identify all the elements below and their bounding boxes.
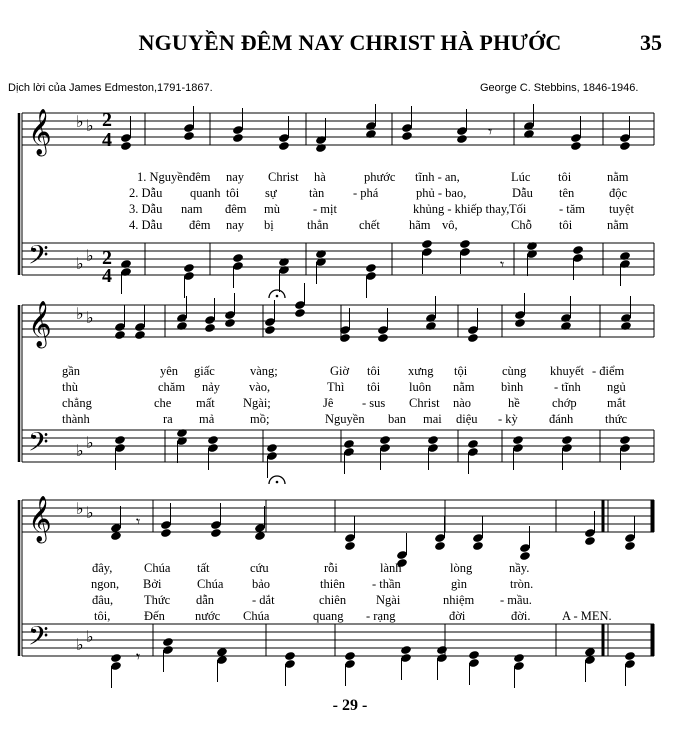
lyric-syllable: 2. Dẫu (129, 186, 163, 200)
lyric-syllable: khuyết (550, 364, 585, 378)
note-head (120, 259, 132, 269)
note-head (377, 333, 389, 343)
note-head (624, 541, 636, 551)
treble-clef-icon: 𝄞 (28, 301, 52, 347)
lyric-syllable: hà (314, 170, 326, 184)
lyric-syllable: tôi (367, 364, 381, 378)
flat-sign-icon: ♭ (86, 627, 94, 646)
lyric-syllable: ngủ (607, 380, 626, 394)
lyric-syllable: tên (559, 186, 575, 200)
note-head (160, 528, 172, 538)
fermata-icon (276, 481, 279, 484)
lyric-syllable: diệu (456, 412, 478, 426)
lyric-syllable: cùng (502, 364, 527, 378)
note-head (232, 253, 244, 263)
flat-sign-icon: ♭ (76, 441, 84, 460)
lyric-syllable: bị (264, 218, 274, 232)
note-head (278, 257, 290, 267)
flat-sign-icon: ♭ (76, 635, 84, 654)
lyric-syllable: lòng (450, 561, 473, 575)
lyric-syllable: chớp (552, 396, 577, 410)
lyric-syllable: độc (609, 186, 628, 200)
note-head (560, 321, 572, 331)
lyric-syllable: ra (163, 412, 173, 426)
eighth-rest-icon: 𝄾 (488, 122, 493, 141)
flat-sign-icon: ♭ (86, 116, 94, 135)
time-signature-treble-top: 2 (102, 109, 112, 131)
note-head (232, 133, 244, 143)
note-head (210, 528, 222, 538)
note-head (620, 321, 632, 331)
lyric-syllable: 4. Dẫu (129, 218, 163, 232)
note-head (343, 439, 355, 449)
note-head (467, 333, 479, 343)
lyric-syllable: quanh (190, 186, 221, 200)
lyric-syllable: nay (226, 170, 245, 184)
bass-clef-icon: 𝄢 (28, 426, 49, 464)
flat-sign-icon: ♭ (76, 304, 84, 323)
lyric-syllable: Thì (327, 380, 345, 394)
translator-credit: Dịch lời của James Edmeston,1791-1867. (8, 82, 213, 94)
lyric-syllable: - điểm (592, 364, 625, 378)
lyric-syllable: cứu (250, 561, 269, 575)
note-head (204, 323, 216, 333)
lyric-syllable: tôi (559, 218, 573, 232)
note-head (379, 435, 391, 445)
lyric-syllable: nước (195, 609, 221, 623)
note-head (176, 428, 188, 438)
lyric-syllable: mai (423, 412, 442, 426)
lyric-syllable: tôi (367, 380, 381, 394)
note-head (401, 131, 413, 141)
lyric-syllable: Thức (144, 593, 171, 607)
lyric-syllable: quang (313, 609, 344, 623)
lyric-syllable: hề (508, 396, 520, 410)
lyric-syllable: - sus (362, 396, 386, 410)
lyric-syllable: chăm (158, 380, 186, 394)
hymn-title: NGUYỀN ĐÊM NAY CHRIST HÀ PHƯỚC (138, 30, 562, 55)
note-head (344, 651, 356, 661)
lyric-syllable: gần (62, 364, 81, 378)
lyric-syllable: nảy (202, 380, 221, 394)
lyric-syllable: tội (454, 364, 468, 378)
lyric-syllable: chiên (319, 593, 347, 607)
note-head (264, 325, 276, 335)
lyric-syllable: - tăm (559, 202, 586, 216)
lyric-syllable: bảo (252, 577, 271, 591)
note-head (434, 541, 446, 551)
lyric-syllable: Ngài; (243, 396, 271, 410)
note-head (183, 131, 195, 141)
lyric-syllable: nầy. (509, 561, 530, 575)
note-head (619, 435, 631, 445)
lyric-syllable: che (154, 396, 172, 410)
composer-credit: George C. Stebbins, 1846-1946. (480, 82, 639, 94)
note-head (284, 651, 296, 661)
lyric-syllable: đêm (189, 218, 211, 232)
lyric-syllable: thù (62, 380, 78, 394)
time-signature-bass-top: 2 (102, 247, 112, 269)
lyric-syllable: Giờ (330, 364, 350, 378)
lyric-syllable: Đến (144, 609, 165, 623)
lyric-syllable: đêm (189, 170, 211, 184)
lyric-syllable: nay (226, 218, 245, 232)
lyric-syllable: chẳng (62, 396, 92, 410)
lyric-syllable: Christ (268, 170, 299, 184)
lyric-syllable: bình (501, 380, 524, 394)
lyric-syllable: Nguyền (325, 412, 365, 426)
flat-sign-icon: ♭ (76, 254, 84, 273)
note-head (266, 443, 278, 453)
note-head (278, 141, 290, 151)
note-head (183, 263, 195, 273)
lyric-syllable: giấc (194, 364, 215, 378)
treble-clef-icon: 𝄞 (28, 496, 52, 542)
lyric-syllable: ngon, (91, 577, 120, 591)
lyric-syllable: tĩnh - an, (415, 170, 460, 184)
lyric-syllable: phủ - bao, (416, 186, 467, 200)
lyric-syllable: - tĩnh (554, 380, 581, 394)
lyric-syllable: tròn. (510, 577, 534, 591)
note-head (176, 321, 188, 331)
lyric-syllable: A - MEN. (562, 609, 612, 623)
note-head (572, 245, 584, 255)
lyric-syllable: đánh (549, 412, 574, 426)
lyric-syllable: - mịt (313, 202, 337, 216)
lyric-syllable: - rạng (366, 609, 396, 623)
lyric-syllable: đời (449, 609, 466, 623)
time-signature-treble-bottom: 4 (102, 129, 112, 151)
lyric-syllable: Dẫu (512, 186, 533, 200)
note-head (514, 318, 526, 328)
lyric-syllable: tuyệt (609, 202, 634, 216)
lyric-syllable: tàn (309, 186, 325, 200)
lyric-syllable: nhiệm (443, 593, 475, 607)
note-head (344, 541, 356, 551)
note-head (120, 141, 132, 151)
lyric-syllable: thức (605, 412, 628, 426)
note-head (110, 653, 122, 663)
note-head (619, 251, 631, 261)
note-head (523, 129, 535, 139)
lyric-syllable: 1. Nguyền (137, 170, 190, 184)
note-head (114, 330, 126, 340)
lyric-syllable: gìn (451, 577, 467, 591)
lyric-syllable: nằm (453, 380, 475, 394)
lyric-syllable: - thần (372, 577, 401, 591)
note-head (526, 241, 538, 251)
lyric-syllable: phước (364, 170, 396, 184)
note-head (624, 651, 636, 661)
bass-clef-icon: 𝄢 (28, 620, 49, 658)
eighth-rest-icon: 𝄾 (136, 512, 141, 531)
lyric-syllable: - phá (353, 186, 379, 200)
lyric-syllable: tôi, (94, 609, 111, 623)
flat-sign-icon: ♭ (86, 308, 94, 327)
lyric-syllable: mồ; (250, 412, 270, 426)
lyric-syllable: hãm (409, 218, 431, 232)
eighth-rest-icon: 𝄾 (500, 255, 505, 274)
note-head (512, 435, 524, 445)
lyric-syllable: - kỳ (498, 412, 518, 426)
lyric-syllable: Chúa (144, 561, 171, 575)
lyric-syllable: Jê (323, 396, 334, 410)
lyric-syllable: tôi (558, 170, 572, 184)
treble-clef-icon: 𝄞 (28, 109, 52, 155)
note-head (570, 141, 582, 151)
lyric-syllable: vào, (249, 380, 271, 394)
lyric-syllable: đêm (225, 202, 247, 216)
note-head (421, 239, 433, 249)
note-head (436, 645, 448, 655)
flat-sign-icon: ♭ (86, 246, 94, 265)
lyric-syllable: khủng - khiếp thay, (413, 202, 510, 216)
lyric-syllable: sự (265, 186, 277, 200)
lyric-syllable: nam (181, 202, 203, 216)
lyric-syllable: tất (197, 561, 210, 575)
note-head (134, 330, 146, 340)
lyric-syllable: rỗi (324, 561, 338, 575)
lyric-syllable: đâu, (92, 593, 114, 607)
lyric-syllable: Chúa (197, 577, 224, 591)
note-head (294, 308, 306, 318)
note-head (584, 536, 596, 546)
flat-sign-icon: ♭ (76, 499, 84, 518)
note-head (224, 318, 236, 328)
lyric-syllable: - mầu. (500, 593, 532, 607)
lyric-syllable: Christ (409, 396, 440, 410)
lyric-syllable: - dắt (252, 593, 275, 607)
lyric-syllable: mả (199, 412, 215, 426)
note-head (513, 653, 525, 663)
lyric-syllable: Chúa (243, 609, 270, 623)
lyric-syllable: thành (62, 412, 90, 426)
lyric-syllable: xưng (408, 364, 434, 378)
page-number: - 29 - (332, 697, 368, 714)
time-signature-bass-bottom: 4 (102, 265, 112, 287)
hymn-number: 35 (640, 30, 662, 55)
lyric-syllable: nào (453, 396, 472, 410)
flat-sign-icon: ♭ (86, 503, 94, 522)
lyric-syllable: dẫn (196, 593, 215, 607)
lyric-syllable: Lúc (511, 170, 531, 184)
note-head (315, 143, 327, 153)
bass-clef-icon: 𝄢 (28, 239, 49, 277)
lyric-syllable: thiên (320, 577, 345, 591)
lyric-syllable: tôi (226, 186, 240, 200)
lyric-syllable: thẳn (307, 218, 329, 232)
lyric-syllable: nằm (607, 218, 629, 232)
lyric-syllable: Tối (509, 202, 527, 216)
lyric-syllable: mất (196, 396, 215, 410)
note-head (315, 249, 327, 259)
lyric-syllable: luôn (409, 380, 432, 394)
flat-sign-icon: ♭ (86, 433, 94, 452)
lyric-syllable: ban (388, 412, 407, 426)
lyric-syllable: 3. Dẫu (129, 202, 163, 216)
lyric-syllable: vô, (442, 218, 458, 232)
lyric-syllable: đây, (92, 561, 113, 575)
note-head (561, 435, 573, 445)
lyric-syllable: chết (359, 218, 380, 232)
note-head (468, 650, 480, 660)
lyric-syllable: Bởi (143, 577, 162, 591)
note-head (519, 551, 531, 561)
note-head (467, 439, 479, 449)
note-head (459, 239, 471, 249)
lyric-syllable: Chỗ (511, 218, 532, 232)
lyric-syllable: mắt (607, 396, 626, 410)
lyric-syllable: đời. (511, 609, 531, 623)
eighth-rest-icon: 𝄾 (136, 647, 141, 666)
note-head (425, 321, 437, 331)
lyric-syllable: yên (160, 364, 179, 378)
note-head (207, 435, 219, 445)
fermata-icon (276, 295, 279, 298)
note-head (427, 435, 439, 445)
note-head (365, 263, 377, 273)
note-head (472, 541, 484, 551)
flat-sign-icon: ♭ (76, 112, 84, 131)
note-head (162, 637, 174, 647)
lyric-syllable: mù (264, 202, 280, 216)
lyric-syllable: lành (380, 561, 402, 575)
note-head (400, 645, 412, 655)
note-head (456, 134, 468, 144)
note-head (619, 141, 631, 151)
note-head (114, 435, 126, 445)
lyric-syllable: vàng; (250, 364, 278, 378)
lyric-syllable: nằm (607, 170, 629, 184)
lyric-syllable: Ngài (376, 593, 401, 607)
note-head (365, 129, 377, 139)
